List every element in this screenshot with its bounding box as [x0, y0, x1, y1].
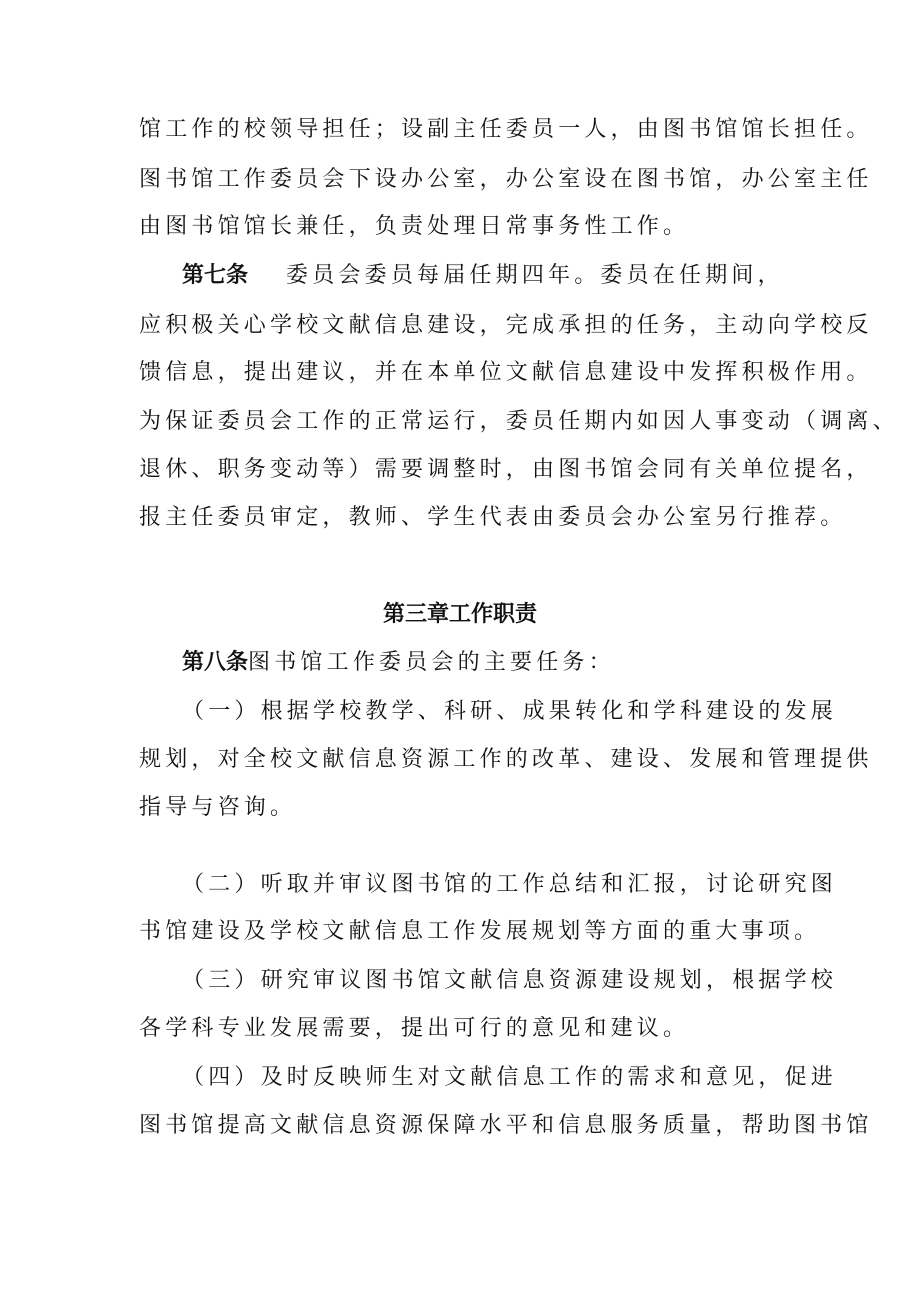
text-line: 书馆建设及学校文献信息工作发展规划等方面的重大事项。: [139, 919, 821, 944]
chapter-heading: 第三章工作职责: [382, 602, 537, 627]
text-line: （一）根据学校教学、科研、成果转化和学科建设的发展: [182, 699, 838, 724]
article-7: [182, 261, 784, 291]
article-8-text: 图书馆工作委员会的主要任务：: [248, 650, 615, 675]
text-line: 应积极关心学校文献信息建设，完成承担的任务，主动向学校反: [139, 313, 873, 338]
text-line: 指导与咨询。: [139, 795, 297, 820]
text-line: （三）研究审议图书馆文献信息资源建设规划，根据学校: [182, 968, 838, 993]
text-line: 为保证委员会工作的正常运行，委员任期内如因人事变动（调离、: [139, 409, 899, 434]
text-line: 报主任委员审定，教师、学生代表由委员会办公室另行推荐。: [139, 505, 847, 530]
text-line: 馈信息，提出建议，并在本单位文献信息建设中发挥积极作用。: [139, 360, 873, 385]
text-line: 退休、职务变动等）需要调整时，由图书馆会同有关单位提名，: [139, 457, 873, 482]
text-line: 图书馆提高文献信息资源保障水平和信息服务质量，帮助图书馆: [139, 1113, 873, 1138]
text-line: 各学科专业发展需要，提出可行的意见和建议。: [139, 1016, 690, 1041]
text-line: （二）听取并审议图书馆的工作总结和汇报，讨论研究图: [182, 872, 838, 897]
text-line: 图书馆工作委员会下设办公室，办公室设在图书馆，办公室主任: [139, 167, 873, 192]
article-8: [182, 648, 615, 678]
text-line: 馆工作的校领导担任；设副主任委员一人，由图书馆馆长担任。: [139, 117, 873, 142]
text-line: 规划，对全校文献信息资源工作的改革、建设、发展和管理提供: [139, 747, 873, 772]
article-7-label: 第七条: [182, 263, 249, 288]
text-line: 由图书馆馆长兼任，负责处理日常事务性工作。: [139, 214, 690, 239]
article-7-text: 委员会委员每届任期四年。委员在任期间，: [286, 263, 784, 288]
article-8-label: 第八条: [182, 650, 249, 675]
text-line: （四）及时反映师生对文献信息工作的需求和意见，促进: [182, 1065, 838, 1090]
